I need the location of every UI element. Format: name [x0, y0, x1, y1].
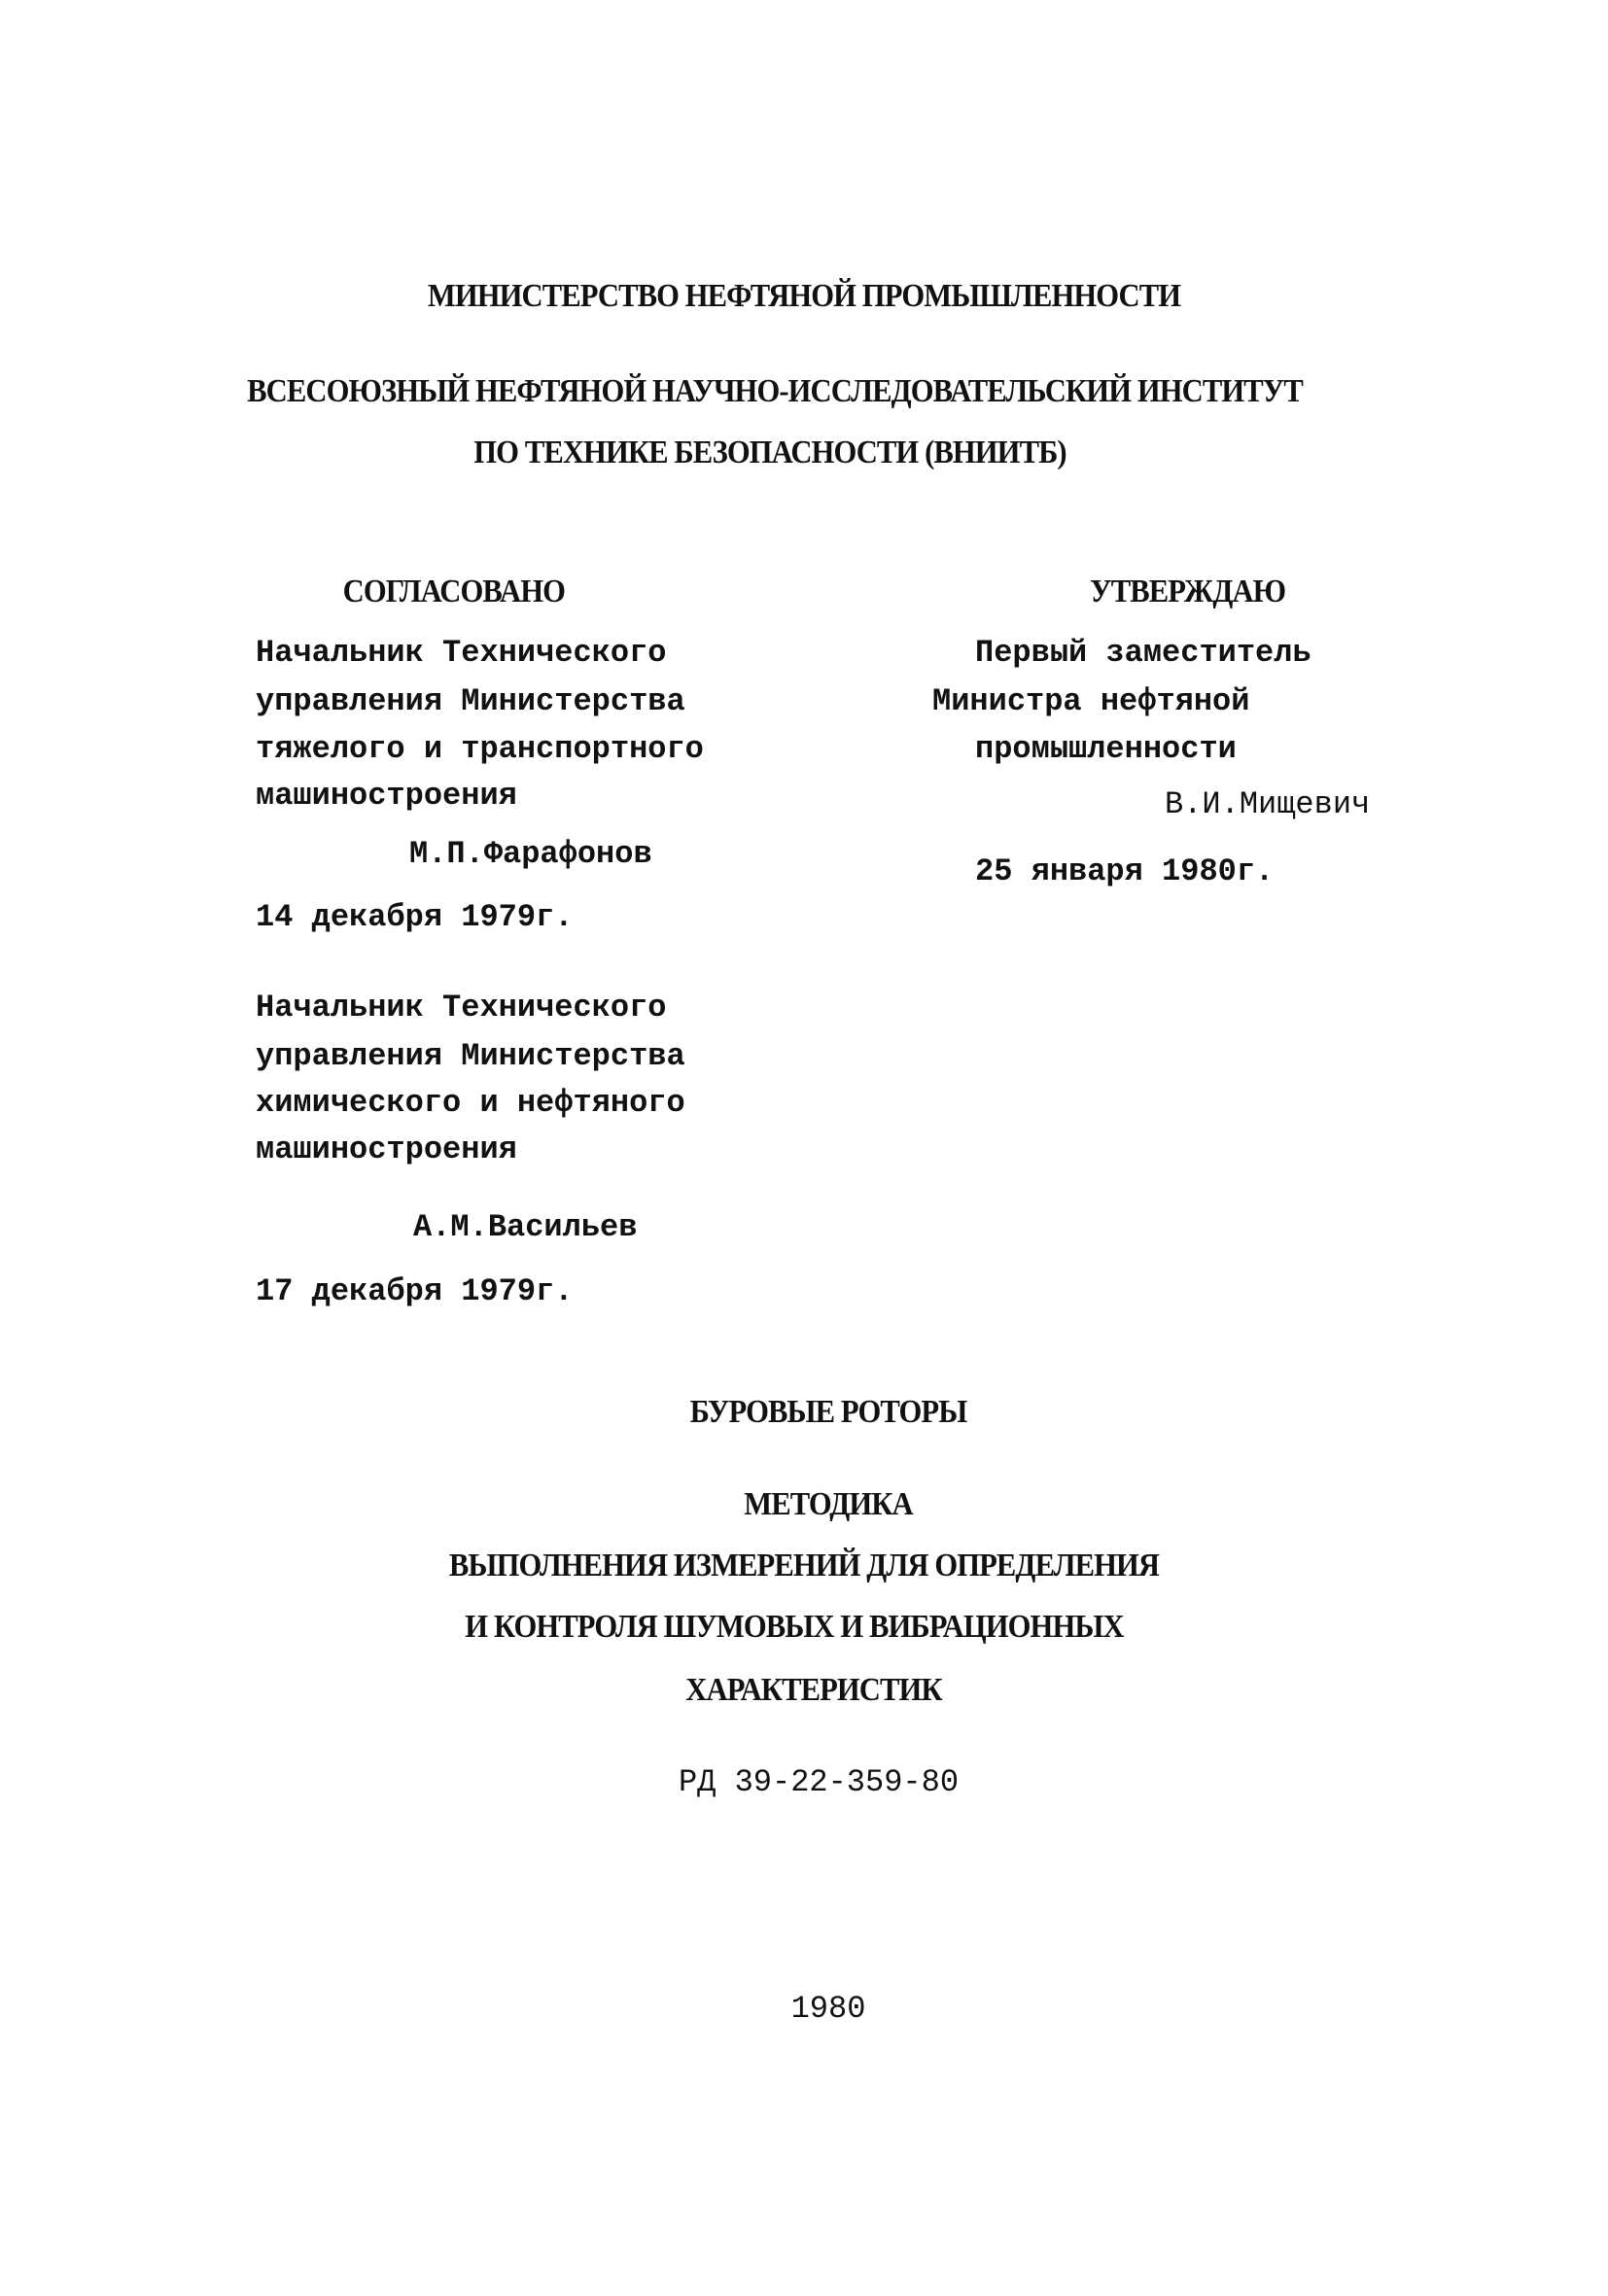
agreed-first-line: управления Министерства [256, 683, 685, 719]
agreed-first-name: М.П.Фарафонов [409, 836, 652, 872]
agreed-second-date: 17 декабря 1979г. [256, 1273, 574, 1309]
approved-line: Министра нефтяной [932, 683, 1250, 719]
title-subject: БУРОВЫЕ РОТОРЫ [689, 1394, 967, 1430]
agreed-second-line: Начальник Технического [256, 990, 667, 1026]
approved-line: Первый заместитель [975, 635, 1311, 671]
approved-date: 25 января 1980г. [975, 853, 1275, 889]
title-line1: ВЫПОЛНЕНИЯ ИЗМЕРЕНИЙ ДЛЯ ОПРЕДЕЛЕНИЯ [448, 1548, 1160, 1583]
title-line2: И КОНТРОЛЯ ШУМОВЫХ И ВИБРАЦИОННЫХ [465, 1609, 1124, 1645]
ministry-heading: МИНИСТЕРСТВО НЕФТЯНОЙ ПРОМЫШЛЕННОСТИ [427, 278, 1181, 314]
agreed-heading: СОГЛАСОВАНО [342, 574, 566, 609]
title-line3: ХАРАКТЕРИСТИК [685, 1672, 942, 1708]
agreed-second-line: машиностроения [256, 1131, 517, 1167]
institute-heading-line2: ПО ТЕХНИКЕ БЕЗОПАСНОСТИ (ВНИИТБ) [473, 435, 1066, 470]
agreed-first-line: машиностроения [256, 778, 517, 814]
agreed-first-date: 14 декабря 1979г. [256, 899, 574, 935]
approved-name: В.И.Мищевич [1165, 786, 1371, 822]
agreed-second-line: управления Министерства [256, 1038, 685, 1074]
agreed-second-name: А.М.Васильев [413, 1209, 638, 1245]
agreed-first-line: тяжелого и транспортного [256, 731, 704, 767]
approved-heading: УТВЕРЖДАЮ [1090, 574, 1286, 609]
document-code: РД 39-22-359-80 [678, 1764, 960, 1800]
agreed-second-line: химического и нефтяного [256, 1085, 685, 1121]
publication-year: 1980 [790, 1991, 866, 2027]
agreed-first-line: Начальник Технического [256, 635, 667, 671]
institute-heading-line1: ВСЕСОЮЗНЫЙ НЕФТЯНОЙ НАУЧНО-ИССЛЕДОВАТЕЛЬСКИЙ ИНСТИТУТ [247, 373, 1303, 409]
approved-line: промышленности [975, 731, 1237, 767]
title-doc-type: МЕТОДИКА [744, 1486, 913, 1522]
